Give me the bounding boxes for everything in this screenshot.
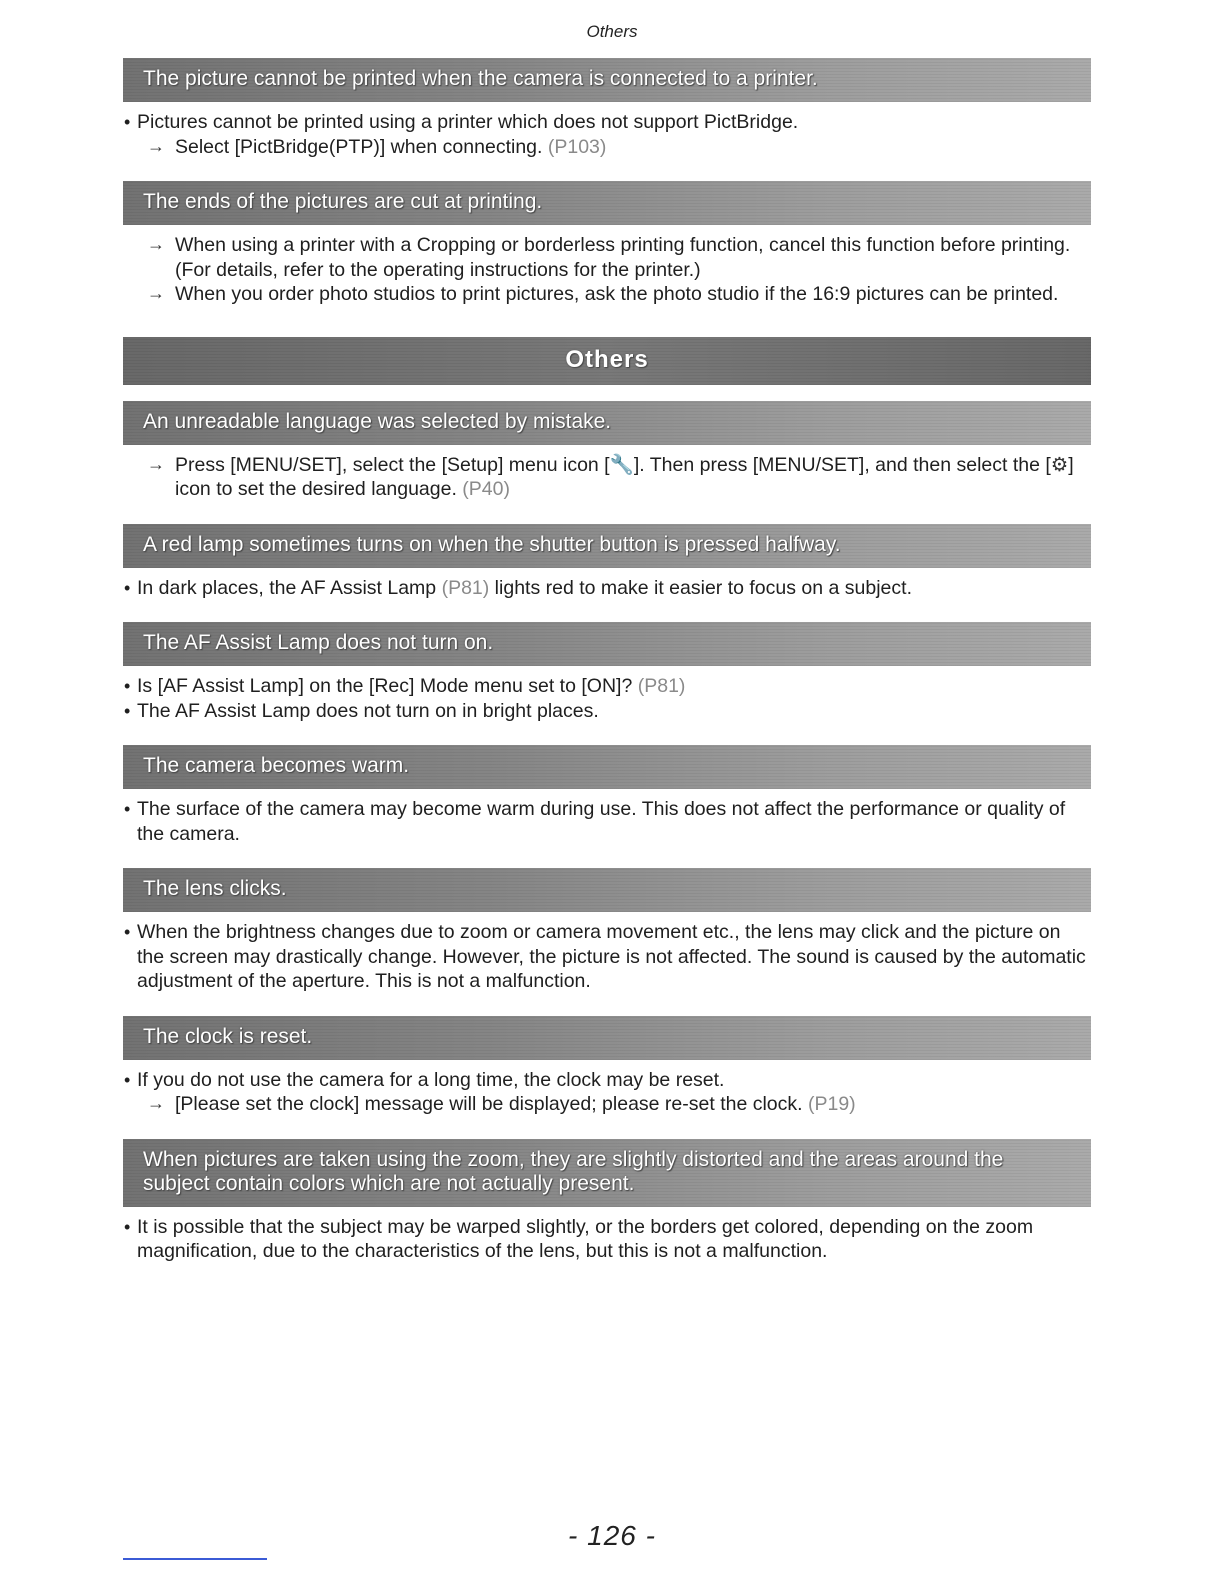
answer-arrow: → Select [PictBridge(PTP)] when connecting. (P103) — [123, 135, 1091, 160]
footer-rule — [123, 1558, 267, 1560]
answer-arrow: → When using a printer with a Cropping or borderless printing function, cancel this function before printing. (For details, refer to the operating instructions for the printer.) — [123, 233, 1091, 282]
faq-heading: The picture cannot be printed when the camera is connected to a printer. — [123, 58, 1091, 102]
category-heading-others: Others — [123, 337, 1091, 385]
faq-heading: When pictures are taken using the zoom, they are slightly distorted and the areas around the subject contain colors which are not actually present. — [123, 1139, 1091, 1207]
answer-bullet: • The AF Assist Lamp does not turn on in bright places. — [123, 699, 1091, 724]
faq-answer-list — [123, 110, 1091, 159]
answer-bullet: • Is [AF Assist Lamp] on the [Rec] Mode menu set to [ON]? (P81) — [123, 674, 1091, 699]
faq-ends-cut — [123, 181, 1091, 307]
page-reference: (P19) — [807, 1093, 856, 1115]
page-reference: (P81) — [441, 576, 490, 599]
faq-lens-clicks — [123, 868, 1091, 994]
faq-answer-list — [123, 576, 1091, 601]
page-reference: (P40) — [462, 478, 510, 500]
answer-bullet: • When the brightness changes due to zoom or camera movement etc., the lens may click and the picture on the screen may drastically change. However, the picture is not affected. The sound is caused by the automatic adjustment of the aperture. This is not a malfunction. — [123, 920, 1091, 994]
faq-heading: An unreadable language was selected by mistake. — [123, 401, 1091, 445]
faq-heading: The camera becomes warm. — [123, 745, 1091, 789]
faq-answer-list — [123, 1215, 1091, 1264]
running-head: Others — [586, 22, 638, 41]
answer-bullet: • Pictures cannot be printed using a printer which does not support PictBridge. — [123, 110, 1091, 135]
answer-arrow: → [Please set the clock] message will be displayed; please re-set the clock. (P19) — [123, 1092, 1091, 1117]
faq-heading: The lens clicks. — [123, 868, 1091, 912]
faq-heading: The clock is reset. — [123, 1016, 1091, 1060]
faq-zoom-distortion — [123, 1139, 1091, 1264]
page-number: - 126 - — [568, 1520, 656, 1551]
faq-answer-list — [123, 1068, 1091, 1117]
answer-bullet: • The surface of the camera may become warm during use. This does not affect the performance or quality of the camera. — [123, 797, 1091, 846]
faq-camera-warm — [123, 745, 1091, 846]
faq-af-assist-lamp — [123, 622, 1091, 723]
setup-wrench-icon: 🔧 — [609, 453, 634, 476]
faq-heading: A red lamp sometimes turns on when the shutter button is pressed halfway. — [123, 524, 1091, 568]
page-content — [123, 58, 1091, 1264]
faq-answer-list — [123, 797, 1091, 846]
page-reference: (P81) — [637, 675, 686, 697]
language-icon: ⚙ — [1050, 453, 1069, 476]
faq-unreadable-language — [123, 401, 1091, 502]
faq-answer-list — [123, 453, 1091, 502]
faq-heading: The AF Assist Lamp does not turn on. — [123, 622, 1091, 666]
faq-red-lamp — [123, 524, 1091, 601]
faq-answer-list — [123, 233, 1091, 307]
faq-answer-list — [123, 920, 1091, 994]
answer-bullet: • In dark places, the AF Assist Lamp (P81) lights red to make it easier to focus on a subject. — [123, 576, 1091, 601]
faq-clock-reset — [123, 1016, 1091, 1117]
answer-bullet: • It is possible that the subject may be warped slightly, or the borders get colored, depending on the zoom magnification, due to the characteristics of the lens, but this is not a malfunction. — [123, 1215, 1091, 1264]
answer-arrow: → When you order photo studios to print pictures, ask the photo studio if the 16:9 pictures can be printed. — [123, 282, 1091, 307]
faq-printer-connected — [123, 58, 1091, 159]
answer-arrow: → Press [MENU/SET], select the [Setup] menu icon [🔧]. Then press [MENU/SET], and then select the [⚙] icon to set the desired language. (P40) — [123, 453, 1091, 502]
page-reference: (P103) — [547, 135, 607, 158]
answer-bullet: • If you do not use the camera for a long time, the clock may be reset. — [123, 1068, 1091, 1093]
faq-heading: The ends of the pictures are cut at printing. — [123, 181, 1091, 225]
faq-answer-list — [123, 674, 1091, 723]
